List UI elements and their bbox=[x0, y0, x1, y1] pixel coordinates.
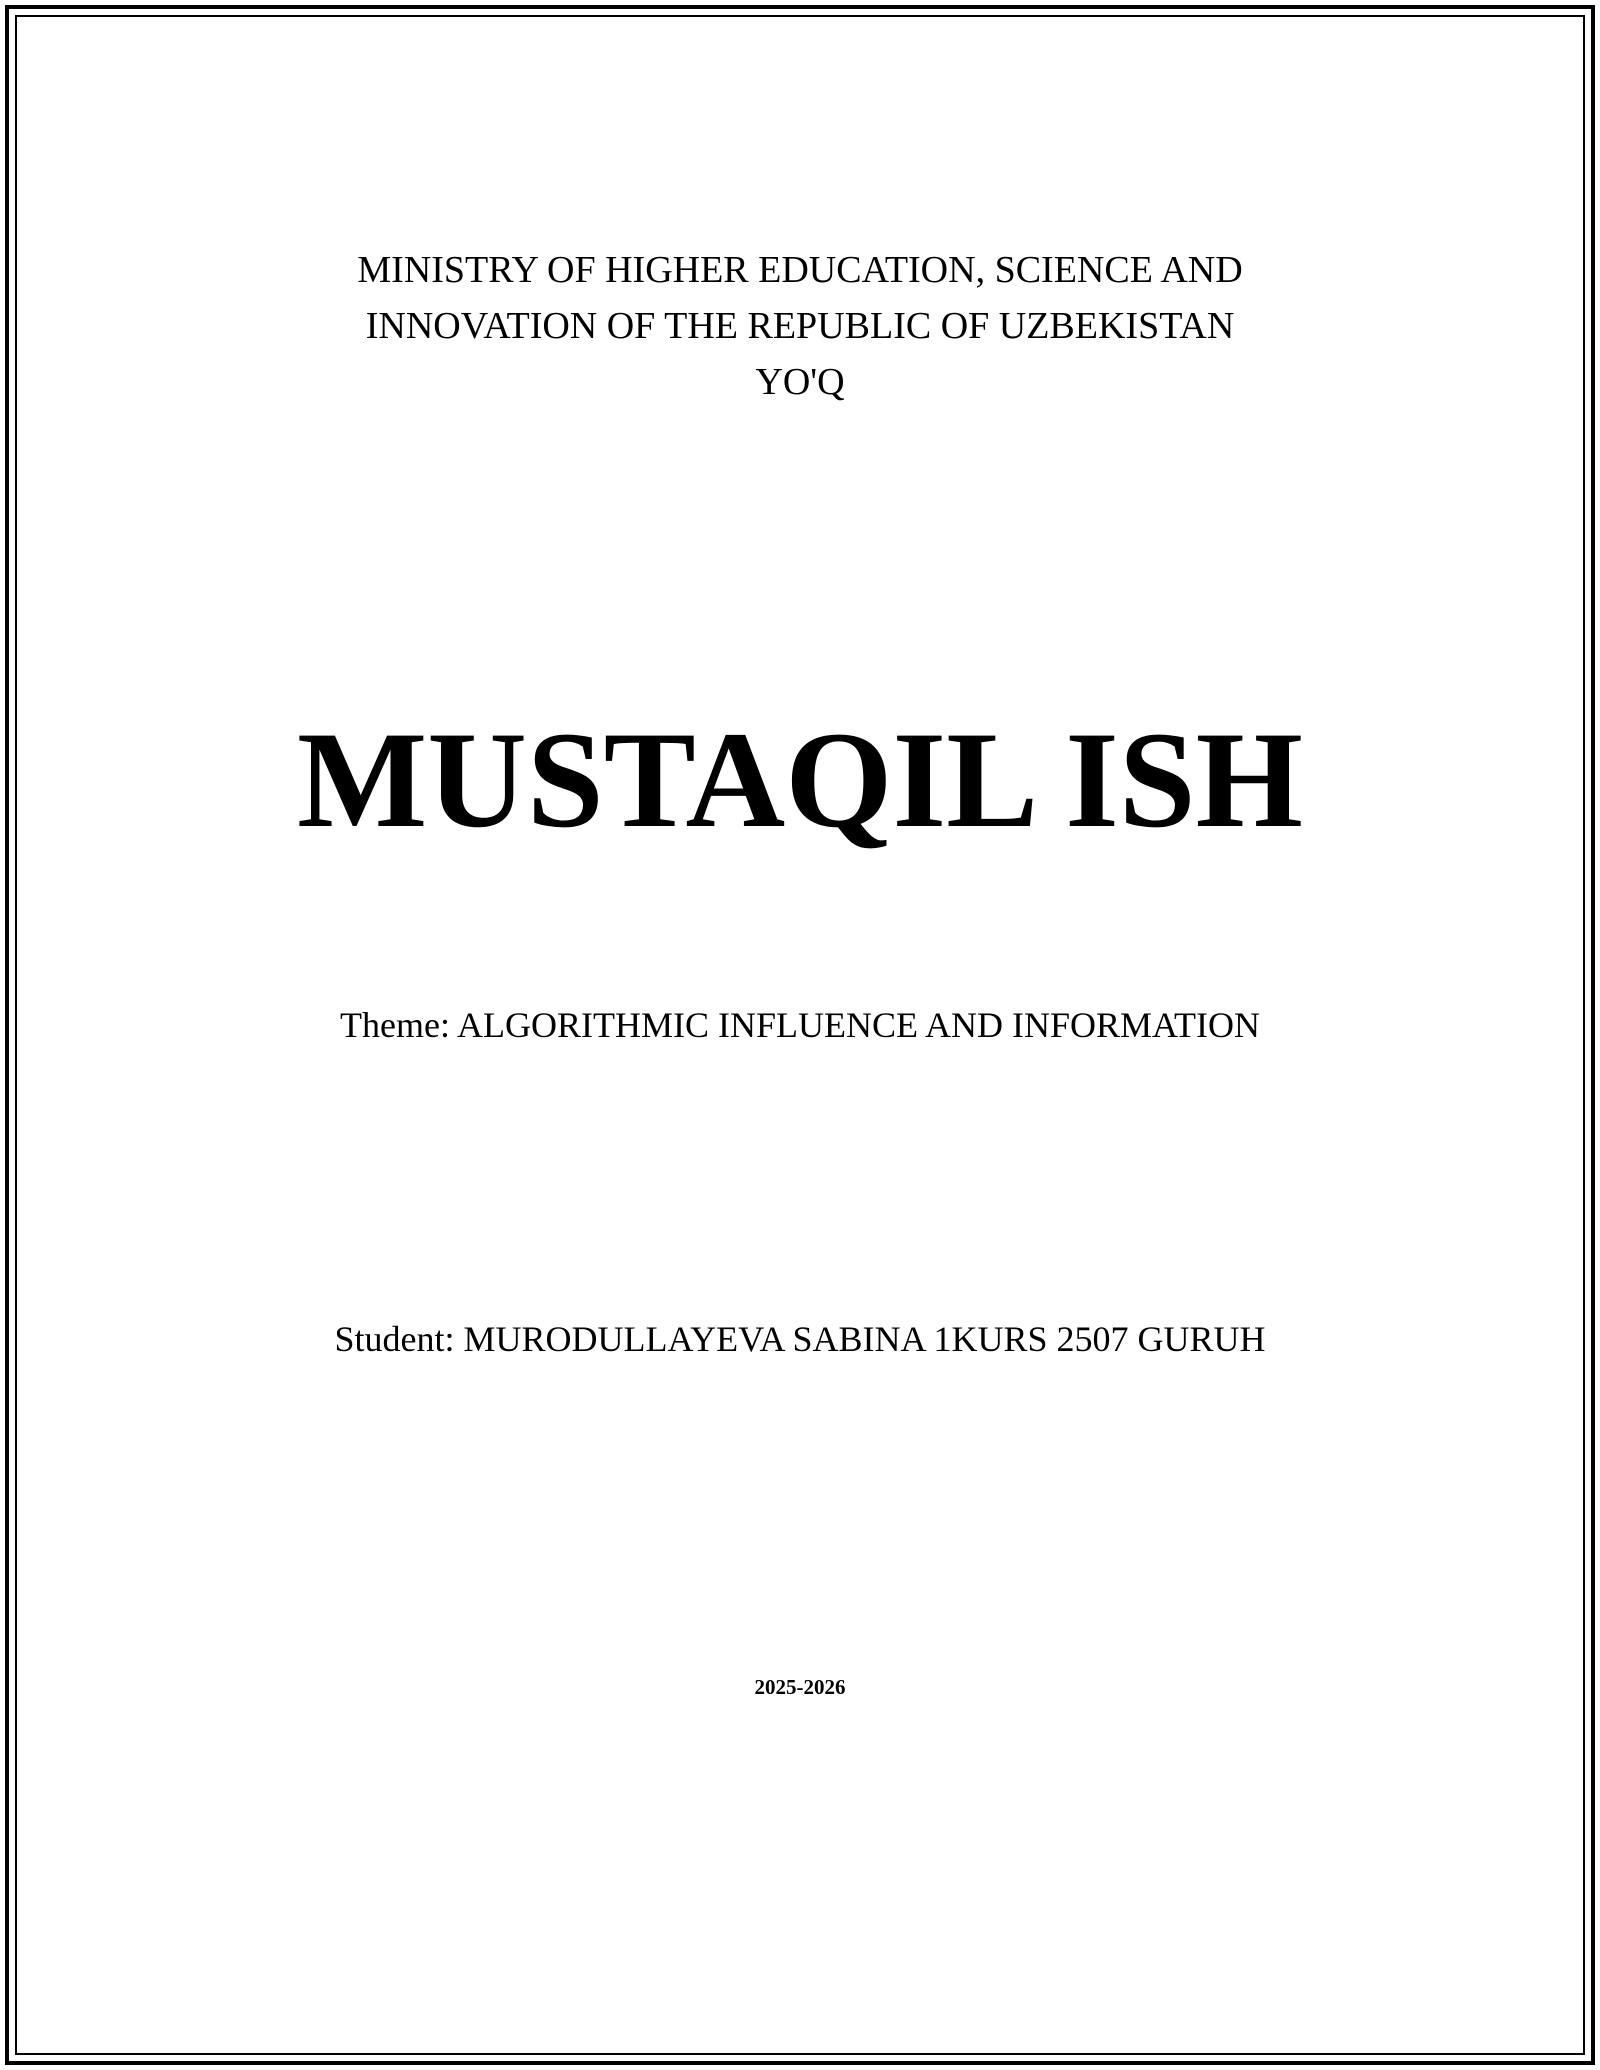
theme-line: Theme: ALGORITHMIC INFLUENCE AND INFORMATION bbox=[340, 1005, 1260, 1045]
academic-year: 2025-2026 bbox=[754, 1675, 846, 1699]
document-title: MUSTAQIL ISH bbox=[297, 703, 1303, 856]
ministry-header-line-2: INNOVATION OF THE REPUBLIC OF UZBEKISTAN bbox=[365, 305, 1235, 347]
student-line: Student: MURODULLAYEVA SABINA 1KURS 2507 GURUH bbox=[334, 1319, 1266, 1359]
ministry-header bbox=[0, 242, 1600, 410]
ministry-header-line-3: YO'Q bbox=[755, 361, 845, 403]
ministry-header-line-1: MINISTRY OF HIGHER EDUCATION, SCIENCE AND bbox=[357, 249, 1243, 291]
